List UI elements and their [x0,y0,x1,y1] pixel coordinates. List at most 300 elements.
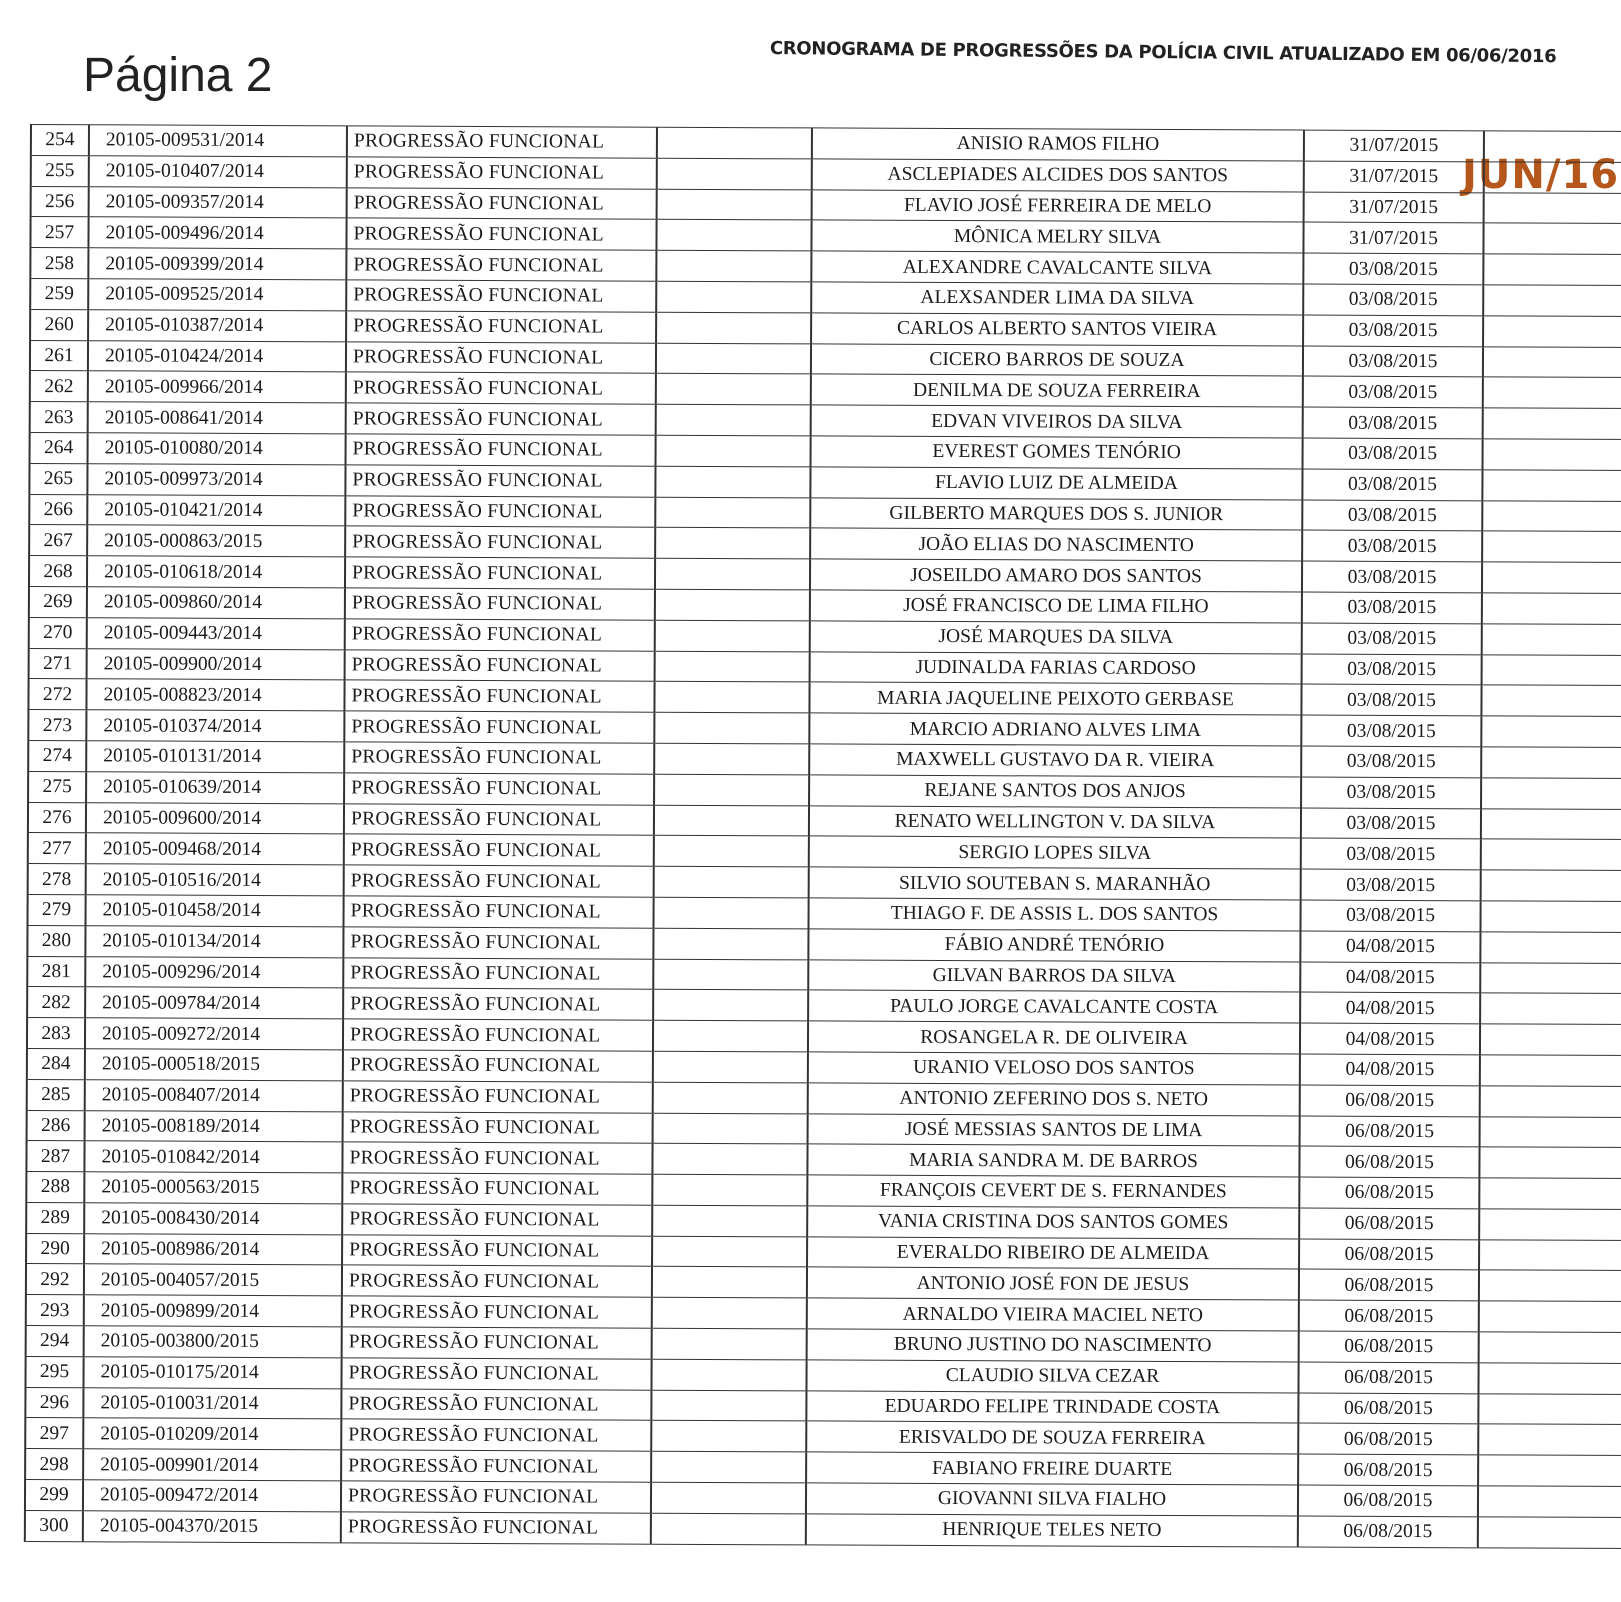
process-number-cell: 20105-003800/2015 [84,1326,342,1358]
blank-cell [656,281,811,312]
employee-name-cell: CICERO BARROS DE SOUZA [811,343,1303,376]
row-number-cell: 254 [31,125,89,156]
process-number-cell: 20105-010424/2014 [88,340,346,372]
row-number-cell: 297 [25,1418,83,1449]
progression-type-cell: PROGRESSÃO FUNCIONAL [342,1235,652,1267]
row-number-cell: 261 [30,340,88,371]
progression-type-cell: PROGRESSÃO FUNCIONAL [344,803,654,835]
date-cell: 03/08/2015 [1301,746,1481,778]
employee-name-cell: GILBERTO MARQUES DOS S. JUNIOR [810,497,1302,530]
blank-cell [1480,993,1621,1024]
progression-type-cell: PROGRESSÃO FUNCIONAL [346,218,656,250]
progression-type-cell: PROGRESSÃO FUNCIONAL [343,957,653,989]
blank-cell [654,805,809,836]
row-number-cell: 259 [30,278,88,309]
employee-name-cell: EVEREST GOMES TENÓRIO [811,436,1303,469]
row-number-cell: 276 [28,802,86,833]
employee-name-cell: FABIANO FREIRE DUARTE [806,1452,1298,1485]
progression-type-cell: PROGRESSÃO FUNCIONAL [345,465,655,497]
blank-cell [652,1144,807,1175]
employee-name-cell: ANTONIO ZEFERINO DOS S. NETO [808,1083,1300,1116]
blank-cell [1483,285,1621,316]
blank-cell [1483,346,1621,377]
row-number-cell: 288 [26,1172,84,1203]
employee-name-cell: ASCLEPIADES ALCIDES DOS SANTOS [812,159,1304,192]
blank-cell [654,743,809,774]
employee-name-cell: ERISVALDO DE SOUZA FERREIRA [806,1421,1298,1454]
date-cell: 31/07/2015 [1304,192,1484,224]
row-number-cell: 298 [25,1449,83,1480]
blank-cell [655,651,810,682]
employee-name-cell: JUDINALDA FARIAS CARDOSO [810,651,1302,684]
process-number-cell: 20105-009399/2014 [88,248,346,280]
blank-cell [1478,1455,1621,1486]
row-number-cell: 290 [26,1233,84,1264]
progression-type-cell: PROGRESSÃO FUNCIONAL [345,526,655,558]
row-number-cell: 275 [28,771,86,802]
row-number-cell: 273 [28,710,86,741]
progression-type-cell: PROGRESSÃO FUNCIONAL [344,896,654,928]
process-number-cell: 20105-009272/2014 [85,1018,343,1050]
process-number-cell: 20105-000863/2015 [87,525,345,557]
row-number-cell: 292 [26,1264,84,1295]
employee-name-cell: EDVAN VIVEIROS DA SILVA [811,405,1303,438]
blank-cell [653,928,808,959]
progression-type-cell: PROGRESSÃO FUNCIONAL [342,1173,652,1205]
blank-cell [653,1113,808,1144]
blank-cell [656,312,811,343]
row-number-cell: 266 [29,494,87,525]
blank-cell [652,1236,807,1267]
blank-cell [1483,439,1621,470]
blank-cell [656,220,811,251]
row-number-cell: 278 [28,864,86,895]
date-cell: 04/08/2015 [1300,1054,1480,1086]
progression-type-cell: PROGRESSÃO FUNCIONAL [343,927,653,959]
progression-type-cell: PROGRESSÃO FUNCIONAL [346,434,656,466]
progression-type-cell: PROGRESSÃO FUNCIONAL [345,649,655,681]
row-number-cell: 282 [27,987,85,1018]
progression-type-cell: PROGRESSÃO FUNCIONAL [346,372,656,404]
blank-cell [655,528,810,559]
process-number-cell: 20105-010618/2014 [87,556,345,588]
row-number-cell: 256 [31,186,89,217]
date-cell: 06/08/2015 [1299,1208,1479,1240]
date-cell: 06/08/2015 [1298,1424,1478,1456]
date-cell: 06/08/2015 [1298,1516,1478,1548]
blank-cell [1482,470,1621,501]
process-number-cell: 20105-000563/2015 [84,1172,342,1204]
blank-cell [1480,1055,1621,1086]
blank-cell [652,1328,807,1359]
employee-name-cell: BRUNO JUSTINO DO NASCIMENTO [807,1329,1299,1362]
blank-cell [1481,685,1621,716]
employee-name-cell: MÔNICA MELRY SILVA [811,220,1303,253]
date-cell: 04/08/2015 [1300,1023,1480,1055]
employee-name-cell: CARLOS ALBERTO SANTOS VIEIRA [811,313,1303,346]
date-cell: 03/08/2015 [1303,315,1483,347]
progression-table-container [24,124,1621,1549]
blank-cell [654,712,809,743]
employee-name-cell: REJANE SANTOS DOS ANJOS [809,775,1301,808]
progression-type-cell: PROGRESSÃO FUNCIONAL [342,1142,652,1174]
row-number-cell: 296 [25,1387,83,1418]
employee-name-cell: DENILMA DE SOUZA FERREIRA [811,374,1303,407]
process-number-cell: 20105-010842/2014 [84,1141,342,1173]
employee-name-cell: GILVAN BARROS DA SILVA [808,959,1300,992]
blank-cell [1484,192,1621,223]
date-cell: 31/07/2015 [1304,161,1484,193]
blank-cell [1484,131,1621,162]
row-number-cell: 255 [31,155,89,186]
progression-type-cell: PROGRESSÃO FUNCIONAL [345,557,655,589]
process-number-cell: 20105-010374/2014 [86,710,344,742]
process-number-cell: 20105-009900/2014 [87,648,345,680]
row-number-cell: 263 [30,402,88,433]
progression-type-cell: PROGRESSÃO FUNCIONAL [343,988,653,1020]
process-number-cell: 20105-009296/2014 [85,956,343,988]
row-number-cell: 284 [27,1048,85,1079]
progression-type-cell: PROGRESSÃO FUNCIONAL [341,1419,651,1451]
row-number-cell: 267 [29,525,87,556]
blank-cell [1479,1178,1621,1209]
blank-cell [1483,316,1621,347]
row-number-cell: 279 [28,894,86,925]
process-number-cell: 20105-010209/2014 [83,1418,341,1450]
process-number-cell: 20105-010131/2014 [86,741,344,773]
blank-cell [1481,839,1621,870]
blank-cell [1478,1486,1621,1517]
blank-cell [1479,1209,1621,1240]
blank-cell [652,1205,807,1236]
process-number-cell: 20105-010516/2014 [86,864,344,896]
progression-type-cell: PROGRESSÃO FUNCIONAL [342,1296,652,1328]
blank-cell [1483,377,1621,408]
employee-name-cell: JOÃO ELIAS DO NASCIMENTO [810,528,1302,561]
process-number-cell: 20105-008407/2014 [85,1079,343,1111]
employee-name-cell: SERGIO LOPES SILVA [809,836,1301,869]
blank-cell [654,682,809,713]
blank-cell [653,990,808,1021]
employee-name-cell: JOSÉ FRANCISCO DE LIMA FILHO [810,590,1302,623]
blank-cell [1478,1517,1621,1548]
process-number-cell: 20105-010031/2014 [83,1387,341,1419]
date-cell: 06/08/2015 [1298,1454,1478,1486]
blank-cell [657,127,812,158]
progression-type-cell: PROGRESSÃO FUNCIONAL [346,311,656,343]
blank-cell [651,1513,806,1544]
process-number-cell: 20105-009357/2014 [89,186,347,218]
blank-cell [1482,593,1621,624]
blank-cell [651,1359,806,1390]
progression-type-cell: PROGRESSÃO FUNCIONAL [342,1265,652,1297]
blank-cell [655,558,810,589]
blank-cell [1480,932,1621,963]
date-cell: 03/08/2015 [1302,654,1482,686]
process-number-cell: 20105-008986/2014 [84,1233,342,1265]
row-number-cell: 283 [27,1018,85,1049]
row-number-cell: 265 [29,463,87,494]
employee-name-cell: FÁBIO ANDRÉ TENÓRIO [808,929,1300,962]
process-number-cell: 20105-008823/2014 [86,679,344,711]
progression-type-cell: PROGRESSÃO FUNCIONAL [347,187,657,219]
blank-cell [1478,1394,1621,1425]
employee-name-cell: PAULO JORGE CAVALCANTE COSTA [808,990,1300,1023]
progression-type-cell: PROGRESSÃO FUNCIONAL [346,280,656,312]
row-number-cell: 268 [29,556,87,587]
progression-type-cell: PROGRESSÃO FUNCIONAL [346,341,656,373]
row-number-cell: 272 [28,679,86,710]
date-cell: 04/08/2015 [1300,962,1480,994]
row-number-cell: 262 [30,371,88,402]
progression-type-cell: PROGRESSÃO FUNCIONAL [343,1019,653,1051]
employee-name-cell: JOSÉ MARQUES DA SILVA [810,621,1302,654]
row-number-cell: 269 [29,586,87,617]
row-number-cell: 287 [26,1141,84,1172]
date-cell: 03/08/2015 [1303,346,1483,378]
date-cell: 03/08/2015 [1300,900,1480,932]
date-cell: 31/07/2015 [1304,130,1484,162]
blank-cell [655,466,810,497]
employee-name-cell: HENRIQUE TELES NETO [806,1514,1298,1547]
blank-cell [655,620,810,651]
progression-type-cell: PROGRESSÃO FUNCIONAL [344,773,654,805]
employee-name-cell: VANIA CRISTINA DOS SANTOS GOMES [807,1206,1299,1239]
date-cell: 06/08/2015 [1300,1085,1480,1117]
process-number-cell: 20105-008641/2014 [88,402,346,434]
process-number-cell: 20105-008430/2014 [84,1203,342,1235]
blank-cell [655,589,810,620]
employee-name-cell: GIOVANNI SILVA FIALHO [806,1483,1298,1516]
progression-table [24,124,1621,1549]
row-number-cell: 270 [29,617,87,648]
process-number-cell: 20105-009525/2014 [88,279,346,311]
process-number-cell: 20105-009472/2014 [83,1480,341,1512]
process-number-cell: 20105-010407/2014 [89,156,347,188]
blank-cell [1480,901,1621,932]
progression-type-cell: PROGRESSÃO FUNCIONAL [342,1204,652,1236]
progression-type-cell: PROGRESSÃO FUNCIONAL [347,126,657,158]
blank-cell [1478,1363,1621,1394]
date-cell: 06/08/2015 [1299,1331,1479,1363]
row-number-cell: 257 [30,217,88,248]
row-number-cell: 260 [30,309,88,340]
blank-cell [1480,1024,1621,1055]
date-cell: 06/08/2015 [1298,1393,1478,1425]
blank-cell [1479,1332,1621,1363]
date-cell: 03/08/2015 [1303,253,1483,285]
blank-cell [1479,1147,1621,1178]
row-number-cell: 280 [27,925,85,956]
progression-type-cell: PROGRESSÃO FUNCIONAL [341,1389,651,1421]
date-cell: 03/08/2015 [1302,561,1482,593]
blank-cell [1481,747,1621,778]
blank-cell [653,1020,808,1051]
row-number-cell: 258 [30,248,88,279]
date-cell: 03/08/2015 [1301,777,1481,809]
progression-type-cell: PROGRESSÃO FUNCIONAL [344,865,654,897]
table-row [25,1510,1621,1548]
process-number-cell: 20105-009973/2014 [87,464,345,496]
date-cell: 03/08/2015 [1301,715,1481,747]
employee-name-cell: MAXWELL GUSTAVO DA R. VIEIRA [809,744,1301,777]
employee-name-cell: JOSEILDO AMARO DOS SANTOS [810,559,1302,592]
row-number-cell: 286 [27,1110,85,1141]
blank-cell [657,158,812,189]
blank-cell [1478,1424,1621,1455]
employee-name-cell: ANTONIO JOSÉ FON DE JESUS [807,1267,1299,1300]
employee-name-cell: CLAUDIO SILVA CEZAR [806,1360,1298,1393]
progression-type-cell: PROGRESSÃO FUNCIONAL [343,1050,653,1082]
blank-cell [656,343,811,374]
blank-cell [654,774,809,805]
employee-name-cell: EVERALDO RIBEIRO DE ALMEIDA [807,1237,1299,1270]
blank-cell [657,189,812,220]
blank-cell [656,435,811,466]
blank-cell [1481,716,1621,747]
process-number-cell: 20105-009784/2014 [85,987,343,1019]
blank-cell [1479,1270,1621,1301]
date-cell: 03/08/2015 [1302,592,1482,624]
employee-name-cell: FLAVIO LUIZ DE ALMEIDA [810,467,1302,500]
blank-cell [1481,870,1621,901]
month-stamp: JUN/16 [1462,152,1620,198]
blank-cell [1483,254,1621,285]
document-title: CRONOGRAMA DE PROGRESSÕES DA POLÍCIA CIVIL ATUALIZADO EM 06/06/2016 [769,38,1557,68]
row-number-cell: 289 [26,1202,84,1233]
employee-name-cell: FRANÇOIS CEVERT DE S. FERNANDES [807,1175,1299,1208]
process-number-cell: 20105-010639/2014 [86,771,344,803]
process-number-cell: 20105-004057/2015 [84,1264,342,1296]
process-number-cell: 20105-009901/2014 [83,1449,341,1481]
row-number-cell: 277 [28,833,86,864]
blank-cell [656,374,811,405]
date-cell: 06/08/2015 [1299,1177,1479,1209]
date-cell: 03/08/2015 [1302,530,1482,562]
progression-type-cell: PROGRESSÃO FUNCIONAL [347,157,657,189]
row-number-cell: 271 [29,648,87,679]
date-cell: 04/08/2015 [1300,931,1480,963]
employee-name-cell: MARCIO ADRIANO ALVES LIMA [809,713,1301,746]
progression-type-cell: PROGRESSÃO FUNCIONAL [344,680,654,712]
blank-cell [655,497,810,528]
blank-cell [1481,808,1621,839]
progression-type-cell: PROGRESSÃO FUNCIONAL [341,1481,651,1513]
row-number-cell: 281 [27,956,85,987]
process-number-cell: 20105-009600/2014 [86,802,344,834]
blank-cell [653,897,808,928]
blank-cell [653,1051,808,1082]
process-number-cell: 20105-010421/2014 [87,494,345,526]
process-number-cell: 20105-009966/2014 [88,371,346,403]
date-cell: 06/08/2015 [1298,1362,1478,1394]
date-cell: 04/08/2015 [1300,992,1480,1024]
employee-name-cell: URANIO VELOSO DOS SANTOS [808,1052,1300,1085]
date-cell: 06/08/2015 [1299,1146,1479,1178]
process-number-cell: 20105-010387/2014 [88,310,346,342]
progression-type-cell: PROGRESSÃO FUNCIONAL [344,742,654,774]
date-cell: 03/08/2015 [1301,838,1481,870]
blank-cell [1482,531,1621,562]
date-cell: 03/08/2015 [1302,623,1482,655]
process-number-cell: 20105-000518/2015 [85,1049,343,1081]
employee-name-cell: ALEXANDRE CAVALCANTE SILVA [811,251,1303,284]
date-cell: 31/07/2015 [1303,222,1483,254]
process-number-cell: 20105-010175/2014 [83,1357,341,1389]
progression-type-cell: PROGRESSÃO FUNCIONAL [345,495,655,527]
date-cell: 03/08/2015 [1301,808,1481,840]
date-cell: 06/08/2015 [1299,1239,1479,1271]
process-number-cell: 20105-009899/2014 [84,1295,342,1327]
process-number-cell: 20105-009468/2014 [86,833,344,865]
row-number-cell: 299 [25,1480,83,1511]
blank-cell [1482,624,1621,655]
row-number-cell: 294 [26,1326,84,1357]
blank-cell [654,866,809,897]
employee-name-cell: FLAVIO JOSÉ FERREIRA DE MELO [812,190,1304,223]
employee-name-cell: SILVIO SOUTEBAN S. MARANHÃO [809,867,1301,900]
employee-name-cell: ALEXSANDER LIMA DA SILVA [811,282,1303,315]
process-number-cell: 20105-010134/2014 [85,925,343,957]
progression-type-cell: PROGRESSÃO FUNCIONAL [346,249,656,281]
process-number-cell: 20105-008189/2014 [85,1110,343,1142]
progression-type-cell: PROGRESSÃO FUNCIONAL [346,403,656,435]
employee-name-cell: ROSANGELA R. DE OLIVEIRA [808,1021,1300,1054]
blank-cell [653,959,808,990]
blank-cell [1483,408,1621,439]
process-number-cell: 20105-010458/2014 [86,895,344,927]
blank-cell [656,250,811,281]
row-number-cell: 295 [25,1356,83,1387]
blank-cell [1482,562,1621,593]
blank-cell [652,1298,807,1329]
progression-type-cell: PROGRESSÃO FUNCIONAL [341,1450,651,1482]
progression-type-cell: PROGRESSÃO FUNCIONAL [345,588,655,620]
employee-name-cell: RENATO WELLINGTON V. DA SILVA [809,805,1301,838]
progression-type-cell: PROGRESSÃO FUNCIONAL [342,1327,652,1359]
blank-cell [1482,500,1621,531]
employee-name-cell: ARNALDO VIEIRA MACIEL NETO [807,1298,1299,1331]
date-cell: 03/08/2015 [1303,376,1483,408]
process-number-cell: 20105-009531/2014 [89,125,347,157]
process-number-cell: 20105-009860/2014 [87,587,345,619]
blank-cell [1481,778,1621,809]
employee-name-cell: ANISIO RAMOS FILHO [812,128,1304,161]
blank-cell [652,1267,807,1298]
blank-cell [651,1390,806,1421]
blank-cell [1479,1301,1621,1332]
date-cell: 06/08/2015 [1298,1485,1478,1517]
employee-name-cell: THIAGO F. DE ASSIS L. DOS SANTOS [808,898,1300,931]
process-number-cell: 20105-009443/2014 [87,618,345,650]
date-cell: 06/08/2015 [1299,1270,1479,1302]
date-cell: 03/08/2015 [1303,438,1483,470]
row-number-cell: 285 [27,1079,85,1110]
blank-cell [651,1482,806,1513]
blank-cell [1480,962,1621,993]
employee-name-cell: EDUARDO FELIPE TRINDADE COSTA [806,1391,1298,1424]
employee-name-cell: JOSÉ MESSIAS SANTOS DE LIMA [808,1113,1300,1146]
blank-cell [1484,162,1621,193]
blank-cell [1479,1240,1621,1271]
row-number-cell: 300 [25,1510,83,1541]
process-number-cell: 20105-004370/2015 [83,1511,341,1543]
row-number-cell: 274 [28,740,86,771]
date-cell: 03/08/2015 [1301,684,1481,716]
date-cell: 06/08/2015 [1300,1116,1480,1148]
date-cell: 03/08/2015 [1302,469,1482,501]
blank-cell [651,1421,806,1452]
